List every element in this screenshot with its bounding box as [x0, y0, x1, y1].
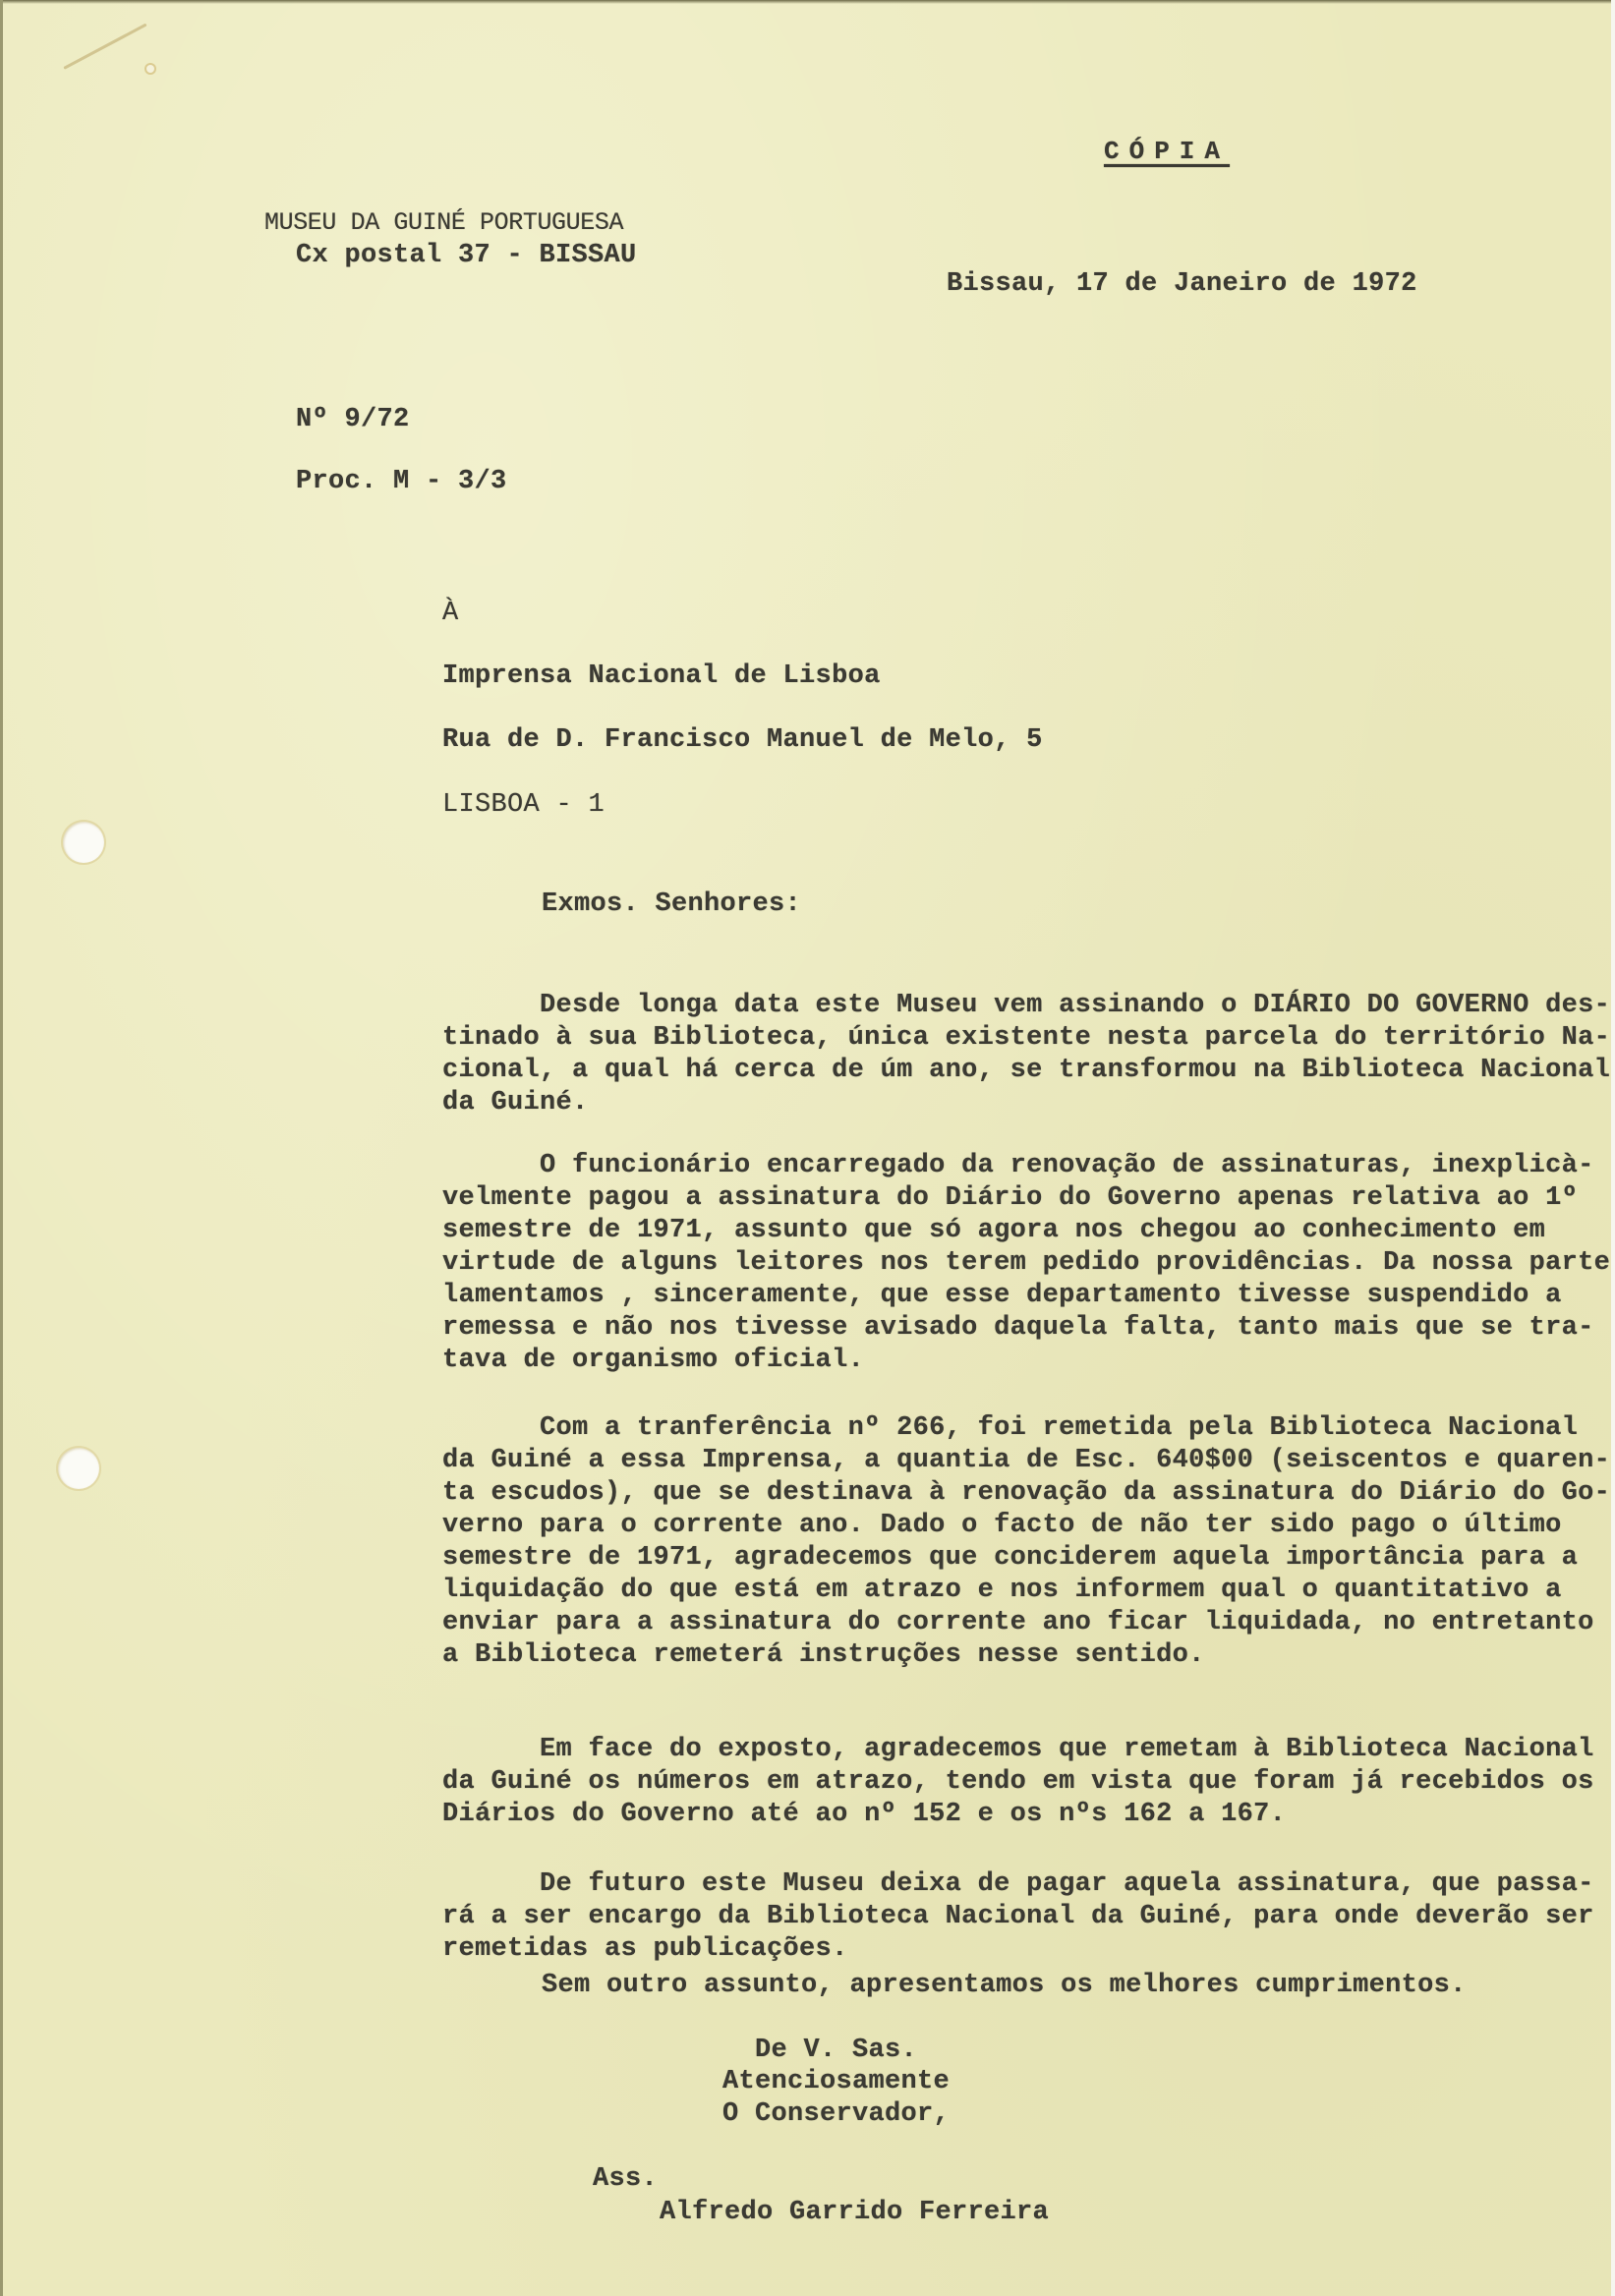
pencil-mark — [63, 24, 146, 70]
process-number: Proc. M - 3/3 — [296, 467, 507, 496]
paragraph-line: Em face do exposto, agradecemos que remetam à Biblioteca Nacional — [442, 1735, 1594, 1764]
signoff-line-1: De V. Sas. — [755, 2036, 918, 2065]
paragraph-line: a Biblioteca remeterá instruções nesse sentido. — [442, 1640, 1205, 1670]
paragraph-line: remetidas as publicações. — [442, 1934, 848, 1964]
sender-address: Cx postal 37 - BISSAU — [296, 241, 637, 270]
punch-hole-bottom — [58, 1448, 99, 1489]
recipient-name: Imprensa Nacional de Lisboa — [442, 661, 881, 691]
body-paragraph-3 — [442, 1412, 1615, 1672]
paper-blemish — [146, 65, 154, 73]
signoff-line-3: O Conservador, — [722, 2099, 951, 2129]
paragraph-line: virtude de alguns leitores nos terem pedido providências. Da nossa parte — [442, 1248, 1611, 1278]
paragraph-line: lamentamos , sinceramente, que esse departamento tivesse suspendido a — [442, 1281, 1562, 1310]
paragraph-line: remessa e não nos tivesse avisado daquela falta, tanto mais que se tra- — [442, 1313, 1594, 1343]
paragraph-line: Desde longa data este Museu vem assinando o DIÁRIO DO GOVERNO des- — [442, 991, 1611, 1020]
reference-number: Nº 9/72 — [296, 405, 410, 434]
paragraph-line: semestre de 1971, assunto que só agora nos chegou ao conhecimento em — [442, 1216, 1546, 1245]
paragraph-line: O funcionário encarregado da renovação de assinaturas, inexplicà- — [442, 1151, 1594, 1180]
paragraph-line: semestre de 1971, agradecemos que conciderem aquela importância para a — [442, 1543, 1579, 1573]
scan-margin — [1611, 0, 1615, 2296]
paragraph-line: ta escudos), que se destinava à renovação da assinatura do Diário do Go- — [442, 1478, 1611, 1508]
closing-line: Sem outro assunto, apresentamos os melhores cumprimentos. — [542, 1971, 1467, 2000]
copy-stamp: CÓPIA — [1104, 137, 1231, 166]
paragraph-line: velmente pagou a assinatura do Diário do Governo apenas relativa ao 1º — [442, 1183, 1579, 1213]
paragraph-line: da Guiné. — [442, 1088, 589, 1118]
signatory-name: Alfredo Garrido Ferreira — [660, 2198, 1050, 2227]
paragraph-line: enviar para a assinatura do corrente ano ficar liquidada, no entretanto — [442, 1608, 1594, 1637]
paragraph-line: Com a tranferência nº 266, foi remetida pela Biblioteca Nacional — [442, 1413, 1579, 1443]
paragraph-line: tava de organismo oficial. — [442, 1346, 865, 1375]
paragraph-line: verno para o corrente ano. Dado o facto de não ter sido pago o último — [442, 1511, 1562, 1540]
punch-hole-top — [63, 822, 104, 863]
paragraph-line: liquidação do que está em atrazo e nos informem qual o quantitativo a — [442, 1576, 1562, 1605]
paragraph-line: De futuro este Museu deixa de pagar aquela assinatura, que passa- — [442, 1869, 1594, 1899]
signoff-line-2: Atenciosamente — [722, 2067, 951, 2096]
paragraph-line: cional, a qual há cerca de úm ano, se transformou na Biblioteca Nacional — [442, 1056, 1611, 1085]
paragraph-line: Diários do Governo até ao nº 152 e os nºs 162 a 167. — [442, 1800, 1287, 1829]
recipient-street: Rua de D. Francisco Manuel de Melo, 5 — [442, 725, 1043, 755]
paragraph-line: rá a ser encargo da Biblioteca Nacional da Guiné, para onde deverão ser — [442, 1902, 1594, 1931]
body-paragraph-5 — [442, 1868, 1615, 1966]
paper-top-edge — [3, 0, 1615, 4]
paragraph-line: da Guiné a essa Imprensa, a quantia de Esc. 640$00 (seiscentos e quaren- — [442, 1446, 1611, 1475]
salutation: Exmos. Senhores: — [542, 890, 802, 919]
body-paragraph-4 — [442, 1734, 1615, 1831]
letter-date: Bissau, 17 de Janeiro de 1972 — [947, 269, 1417, 299]
body-paragraph-1 — [442, 990, 1615, 1119]
body-paragraph-2 — [442, 1150, 1615, 1377]
sender-name: MUSEU DA GUINÉ PORTUGUESA — [264, 208, 624, 237]
signature-label: Ass. — [593, 2164, 659, 2194]
paragraph-line: tinado à sua Biblioteca, única existente nesta parcela do território Na- — [442, 1023, 1611, 1053]
recipient-prefix: À — [442, 599, 459, 628]
recipient-city: LISBOA - 1 — [442, 790, 606, 820]
paragraph-line: da Guiné os números em atrazo, tendo em vista que foram já recebidos os — [442, 1767, 1594, 1797]
